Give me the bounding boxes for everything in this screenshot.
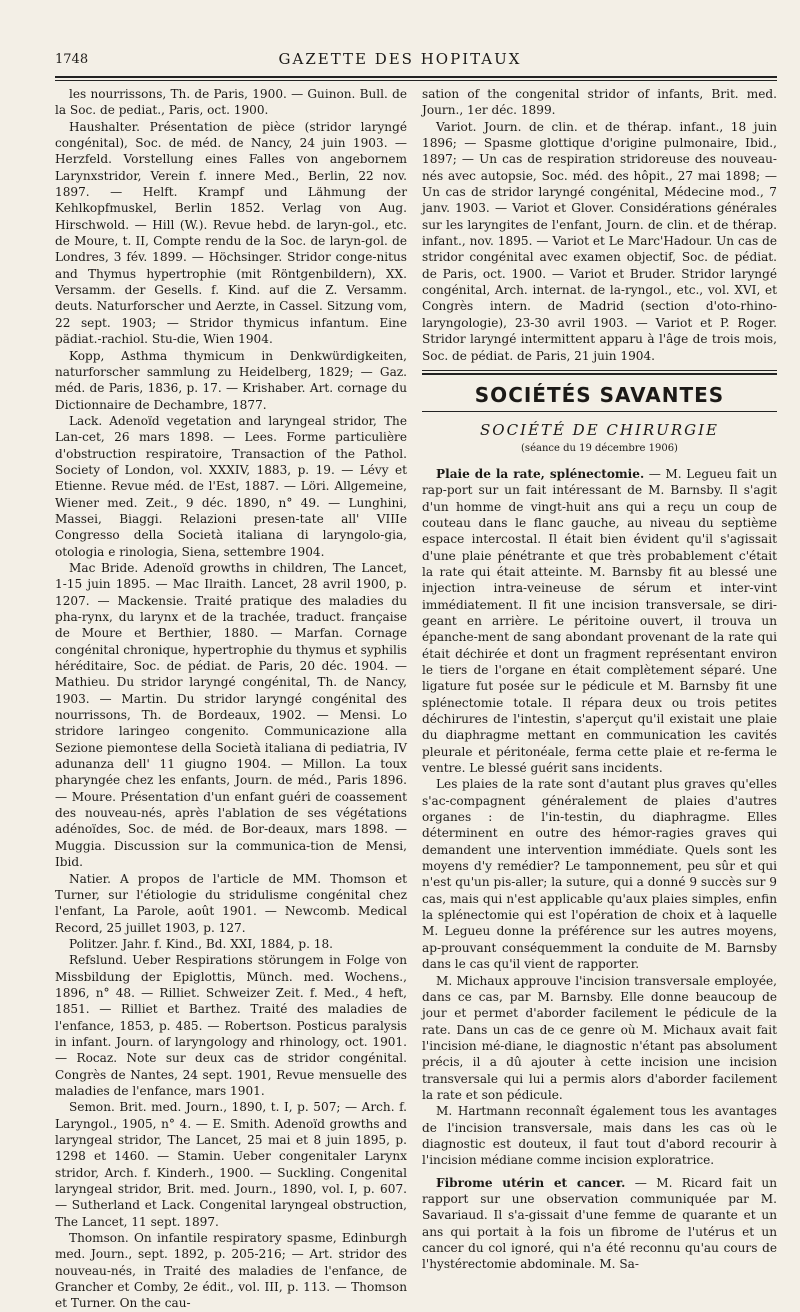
reference-paragraph: Natier. A propos de l'article de MM. Thomson et Turner, sur l'étiologie du stridulisme congénital chez l'enfant, La Parole, août 1901. — Newcomb. Medical Record, 25 juillet 1903, p. 127.: [55, 871, 407, 935]
page-number: 1748: [55, 52, 89, 67]
section-subrule: [422, 411, 777, 412]
section-rule-thick: [422, 373, 777, 375]
right-column: [422, 86, 777, 1273]
left-column: [55, 86, 407, 1312]
article-title: Plaie de la rate, splénectomie.: [436, 466, 645, 481]
reference-paragraph: les nourrissons, Th. de Paris, 1900. — Guinon. Bull. de la Soc. de pediat., Paris, oct. 1900.: [55, 87, 407, 118]
article-paragraph: Les plaies de la rate sont d'autant plus graves qu'elles s'ac-compagnent généralement de plaies d'autres organes : de l'in-testin, du diaphragme. Elles déterminent en outre des hémor-ragies graves qui demandent une intervention immédiate. Quels sont les moyens d'y remédier? Le tamponnement, peu sûr et qui n'est qu'un pis-aller; la suture, qui a donné 9 succès sur 9 cas, mais qui n'est applicable qu'aux plaies simples, enfin la splénectomie qui est l'opération de choix et à laquelle M. Legueu donne la préférence sur les autres moyens, ap-prouvant conséquemment la conduite de M. Barnsby dans le cas qu'il vient de rapporter.: [422, 777, 777, 972]
article-paragraph: M. Michaux approuve l'incision transversale employée, dans ce cas, par M. Barnsby. Elle donne beaucoup de jour et permet d'aborder facilement le pédicule de la rate. Dans un cas de ce genre où M. Michaux avait fait l'incision mé-diane, le diagnostic n'étant pas absolument précis, il a dû ajouter à cette incision une incision transversale qui lui a permis alors d'aborder facilement la rate et son pédicule.: [422, 973, 777, 1102]
reference-paragraph: Politzer. Jahr. f. Kind., Bd. XXI, 1884, p. 18.: [69, 936, 334, 951]
section-rule: [422, 370, 777, 371]
reference-paragraph: Refslund. Ueber Respirations störungem in Folge von Missbildung der Epiglottis, Münch. med. Wochens., 1896, n° 48. — Rilliet. Schweizer Zeit. f. Med., 4 heft, 1851. — Rilliet et Barthez. Traité des maladies de l'enfance, 1853, p. 485. — Robertson. Posticus paralysis in infant. Journ. of laryngology and rhinology, oct. 1901. — Rocaz. Note sur deux cas de stridor congénital. Congrès de Nantes, 24 sept. 1901, Revue mensuelle des maladies de l'enfance, mars 1901.: [55, 953, 407, 1098]
header-rule-thin: [55, 80, 777, 81]
reference-paragraph: Mac Bride. Adenoïd growths in children, The Lancet, 1-15 juin 1895. — Mac Ilraith. Lancet, 28 avril 1900, p. 1207. — Mackensie. Traité pratique des maladies du pha-rynx, du larynx et de la trachée, traduct. française de Moure et Berthier, 1880. — Marfan. Cornage congénital chronique, hypertrophie du thymus et syphilis héréditaire, Soc. de pédiat. de Paris, 20 déc. 1904. — Mathieu. Du stridor laryngé congénital, Th. de Nancy, 1903. — Martin. Du stridor laryngé congénital des nourrissons, Th. de Bordeaux, 1902. — Mensi. Lo stridore laringeo congenito. Communicazione alla Sezione piemontese della Società italiana di pediatria, IV adunanza dell' 11 giugno 1904. — Millon. La toux pharyngée chez les enfants, Journ. de méd., Paris 1896. — Moure. Présentation d'un enfant guéri de coassement des nouveau-nés, après l'ablation de ses végétations adénoïdes, Soc. de méd. de Bor-deaux, mars 1898. — Muggia. Discussion sur la communica-tion de Mensi, Ibid.: [55, 560, 407, 870]
running-title: GAZETTE DES HOPITAUX: [278, 50, 522, 68]
reference-paragraph: Variot. Journ. de clin. et de thérap. infant., 18 juin 1896; — Spasme glottique d'origine pulmonaire, Ibid., 1897; — Un cas de respiration stridoreuse des nouveau-nés avec autopsie, Soc. méd. des hôpit., 27 mai 1898; — Un cas de stridor laryngé congénital, Médecine mod., 7 janv. 1903. — Variot et Glover. Considérations générales sur les laryngites de l'enfant, Journ. de clin. et de thérap. infant., nov. 1895. — Variot et Le Marc'Hadour. Un cas de stridor congénital avec examen objectif, Soc. de pédiat. de Paris, oct. 1900. — Variot et Bruder. Stridor laryngé congénital, Arch. internat. de la-ryngol., etc., vol. XVI, et Congrès intern. de Madrid (section d'oto-rhino-laryngologie), 23-30 avril 1903. — Variot et P. Roger. Stridor laryngé intermittent apparu à l'âge de trois mois, Soc. de pédiat. de Paris, 21 juin 1904.: [422, 119, 777, 363]
article-paragraph: [422, 466, 777, 777]
reference-paragraph: Thomson. On infantile respiratory spasme, Edinburgh med. Journ., sept. 1892, p. 205-216; — Art. stridor des nouveau-nés, in Traité des maladies de l'enfance, de Grancher et Comby, 2e édit., vol. III, p. 113. — Thomson et Turner. On the cau-: [55, 1231, 407, 1311]
article-paragraph: M. Hartmann reconnaît également tous les avantages de l'incision transversale, mais dans les cas où le diagnostic est douteux, il faut tout d'abord recourir à l'incision médiane comme incision exploratrice.: [422, 1104, 777, 1168]
article-title: Fibrome utérin et cancer.: [436, 1175, 626, 1190]
section-title: SOCIÉTÉS SAVANTES: [474, 382, 725, 407]
reference-paragraph: Semon. Brit. med. Journ., 1890, t. I, p. 507; — Arch. f. Laryngol., 1905, n° 4. — E. Smith. Adenoïd growths and laryngeal stridor, The Lancet, 25 mai et 8 juin 1895, p. 1298 et 1460. — Stamin. Ueber congenitaler Larynx stridor, Arch. f. Kinderh., 1900. — Suckling. Congenital laryngeal stridor, Brit. med. Journ., 1890, vol. I, p. 607. — Sutherland et Lack. Congenital laryngeal obstruction, The Lancet, 11 sept. 1897.: [55, 1100, 407, 1229]
article-text: — M. Ricard fait un rapport sur une observation communiquée par M. Savariaud. Il s'a-gissait d'une femme de quarante et un ans qui portait à la fois un fibrome de l'utérus et un cancer du col ignoré, qui n'a été reconnu qu'au cours de l'hystérectomie abdominale. M. Sa-: [422, 1175, 777, 1272]
reference-paragraph: Kopp, Asthma thymicum in Denkwürdigkeiten, naturforscher sammlung zu Heidelberg, 1829; — Gaz. méd. de Paris, 1836, p. 17. — Krishaber. Art. cornage du Dictionnaire de Dechambre, 1877.: [55, 348, 407, 412]
article-text: — M. Legueu fait un rap-port sur un fait intéressant de M. Barnsby. Il s'agit d'un homme de vingt-huit ans qui a reçu un coup de couteau dans le flanc gauche, au niveau du septième espace intercostal. Il était bien évident qu'il s'agissait d'une plaie pénétrante et que très probablement c'était la rate qui était atteinte. M. Barnsby fit au blessé une injection intra-veineuse de sérum et inter-vint immédiatement. Il fit une incision transversale, se diri-geant en arrière. Le péritoine ouvert, il trouva un épanche-ment de sang abondant provenant de la rate qui était déchirée et dont un fragment représentant environ le tiers de l'organe en était complètement séparé. Une ligature fut posée sur le pédicule et M. Barnsby fit une splénectomie totale. Il répara deux ou trois petites déchirures de l'intestin, s'aperçut qu'il existait une plaie du diaphragme mettant en communication les cavités pleurale et péritonéale, ferma cette plaie et re-ferma le ventre. Le blessé guérit sans incidents.: [422, 466, 777, 776]
reference-paragraph: Lack. Adenoïd vegetation and laryngeal stridor, The Lan-cet, 26 mars 1898. — Lees. Forme particulière d'obstruction respiratoire, Transaction of the Pathol. Society of London, vol. XXXIV, 1883, p. 19. — Lévy et Etienne. Revue méd. de l'Est, 1887. — Löri. Allgemeine, Wiener med. Zeit., 9 déc. 1890, n° 49. — Lunghini, Massei, Biaggi. Relazioni presen-tate all' VIIIe Congresso della Società italiana di laryngolo-gia, otologia e rinologia, Siena, settembre 1904.: [55, 413, 407, 559]
article-paragraph: [422, 1175, 777, 1273]
society-heading: SOCIÉTÉ DE CHIRURGIE: [480, 420, 719, 439]
reference-continuation: sation of the congenital stridor of infants, Brit. med. Journ., 1er déc. 1899.: [422, 87, 777, 118]
seance-date: (séance du 19 décembre 1906): [521, 442, 678, 454]
reference-paragraph: Haushalter. Présentation de pièce (stridor laryngé congénital), Soc. de méd. de Nancy, 24 juin 1903. — Herzfeld. Vorstellung eines Falles von angebornem Larynxstridor, Verein f. innere Med., Berlin, 22 nov. 1897. — Helft. Krampf und Lähmung der Kehlkopfmuskel, Berlin 1852. Verlag von Aug. Hirschwold. — Hill (W.). Revue hebd. de laryn-gol., etc. de Moure, t. II, Compte rendu de la Soc. de laryn-gol. de Londres, 3 fév. 1899. — Höchsinger. Stridor conge-nitus and Thymus hypertrophie (mit Röntgenbildern), XX. Versamm. der Gesells. f. Kind. auf die Z. Versamm. deuts. Naturforscher und Aerzte, in Cassel. Sitzung vom, 22 sept. 1903; — Stridor thymicus infantum. Eine pädiat.-rachiol. Stu-die, Wien 1904.: [55, 119, 407, 347]
header-rule: [55, 76, 777, 78]
